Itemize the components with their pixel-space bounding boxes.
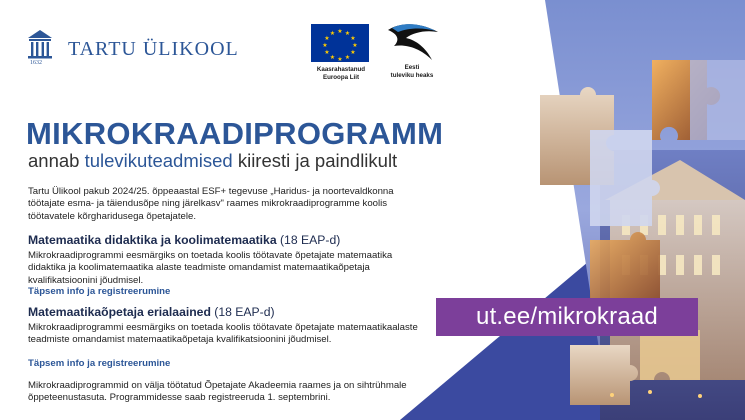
estonia-caption-line1: Eesti bbox=[404, 64, 420, 71]
program-title: Matemaatikaõpetaja erialaained bbox=[28, 305, 211, 319]
eu-caption bbox=[307, 66, 375, 82]
website-url-banner[interactable]: ut.ee/mikrokraad bbox=[436, 298, 698, 336]
estonia-swallow-icon bbox=[386, 22, 440, 62]
svg-text:★: ★ bbox=[344, 30, 351, 37]
svg-text:★: ★ bbox=[329, 54, 336, 61]
intro-paragraph: Tartu Ülikool pakub 2024/25. õppeaastal ESF+ tegevuse „Haridus- ja noortevaldkonna töötajate esma- ja täiendusõpe ning järelkasv" raames mikrokraadiprogramme koolis töötavatele kõrgharidusega õpetajatele. bbox=[28, 186, 394, 222]
page-title: MIKROKRAADIPROGRAMM bbox=[26, 116, 444, 151]
eu-cofunding-logo bbox=[307, 24, 371, 88]
program-description: Mikrokraadiprogrammi eesmärgiks on toetada koolis töötavate õpetajate matemaatikaalaste teadmiste omandamist matemaatikaõpetaja kvalifikatsioonini jõudmisel. bbox=[28, 322, 418, 346]
program-credits: (18 EAP-d) bbox=[276, 233, 341, 247]
eu-caption-line1: Kaasrahastanud bbox=[316, 66, 366, 73]
subtitle-suffix: kiiresti ja paindlikult bbox=[232, 150, 398, 171]
program-heading bbox=[28, 233, 340, 247]
svg-text:★: ★ bbox=[322, 42, 328, 49]
svg-text:★: ★ bbox=[337, 56, 343, 62]
svg-text:★: ★ bbox=[352, 42, 358, 49]
svg-text:★: ★ bbox=[329, 30, 336, 37]
program-info-link[interactable]: Täpsem info ja registreerumine bbox=[28, 286, 171, 297]
university-logo bbox=[26, 28, 266, 68]
eu-flag-icon bbox=[311, 24, 369, 62]
estonia-caption-line2: tuleviku heaks bbox=[390, 72, 434, 79]
svg-text:★: ★ bbox=[324, 49, 330, 56]
subtitle-prefix: annab bbox=[28, 150, 85, 171]
eu-caption-line2: Euroopa Liit bbox=[322, 74, 360, 81]
footer-note: Mikrokraadiprogrammid on välja töötatud Õpetajate Akadeemia raames ja on sihtrühmale õppeteenustasuta. Programmidesse saab registreeruda 1. septembrini. bbox=[28, 380, 407, 404]
program-description: Mikrokraadiprogrammi eesmärgiks on toetada koolis töötavate õpetajate matemaatika didaktika ja koolimatemaatika alaste teadmiste omandamist matemaatikaõpetaja kvalifikatsioonini jõudmisel. bbox=[28, 250, 393, 286]
estonia-caption bbox=[382, 64, 442, 80]
program-info-link[interactable]: Täpsem info ja registreerumine bbox=[28, 358, 171, 369]
program-title: Matemaatika didaktika ja koolimatemaatika bbox=[28, 233, 277, 247]
subtitle-highlight: tulevikuteadmised bbox=[84, 150, 233, 171]
page-subtitle bbox=[28, 150, 397, 172]
svg-text:★: ★ bbox=[344, 54, 351, 61]
university-founding-year: 1632 bbox=[30, 60, 42, 66]
svg-text:★: ★ bbox=[324, 35, 330, 42]
university-name: TARTU ÜLIKOOL bbox=[68, 38, 239, 60]
svg-text:★: ★ bbox=[350, 49, 356, 56]
estonia-logo bbox=[382, 22, 444, 86]
university-building-icon bbox=[26, 28, 54, 62]
svg-text:★: ★ bbox=[350, 35, 356, 42]
program-credits: (18 EAP-d) bbox=[210, 305, 275, 319]
program-heading bbox=[28, 305, 275, 319]
svg-text:★: ★ bbox=[337, 28, 343, 35]
